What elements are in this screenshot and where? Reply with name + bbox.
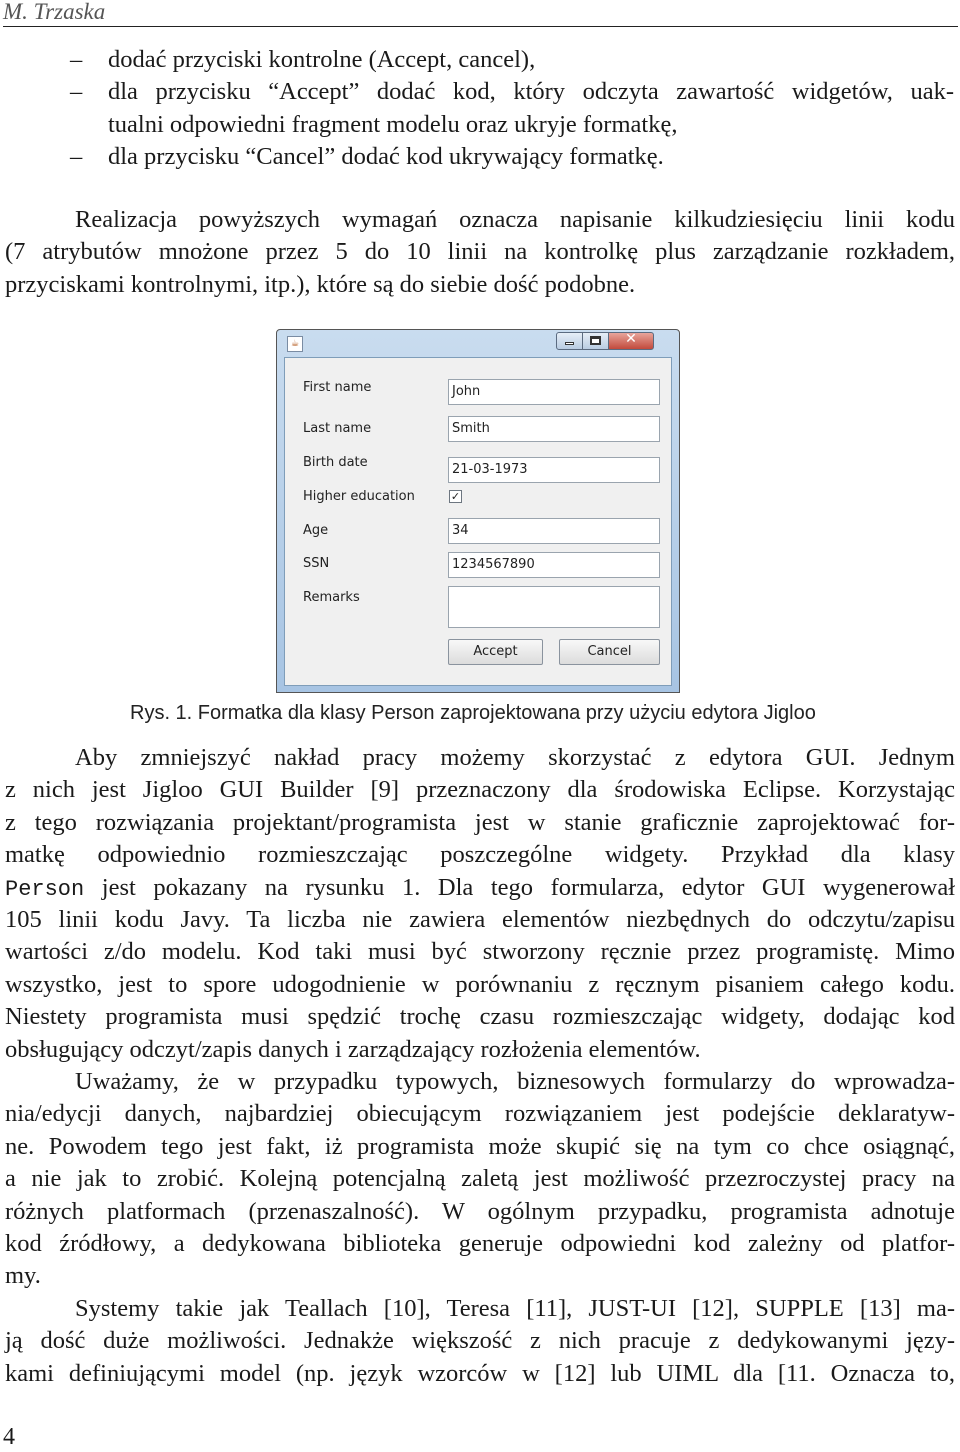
text-line: Realizacja powyższych wymagań oznacza napisanie kilkudziesięciu linii kodu: [75, 206, 955, 233]
remarks-field[interactable]: [448, 586, 660, 628]
close-button[interactable]: [608, 332, 654, 350]
label-higher-education: Higher education: [303, 489, 415, 504]
age-field[interactable]: 34: [448, 518, 660, 544]
higher-education-checkbox[interactable]: [449, 490, 462, 503]
form-panel: [284, 357, 672, 686]
list-item-text: dla przycisku “Accept” dodać kod, który odczyta zawartość widgetów, uak-: [108, 78, 954, 106]
text-line: różnych platformach (przenaszalność). W ogólnym przypadku, programista adnotuje: [5, 1197, 955, 1225]
checkmark-icon: ✓: [450, 490, 461, 503]
header-author: M. Trzaska: [3, 0, 106, 24]
text-line: z tego rozwiązania projektant/programista jest w stanie graficznie zaprojektować for-: [5, 808, 955, 836]
text-line: matkę odpowiednio rozmieszczając poszczególne widgety. Przykład dla klasy: [5, 841, 955, 869]
list-item: [0, 44, 955, 76]
minimize-button[interactable]: [556, 332, 583, 350]
last-name-field[interactable]: Smith: [448, 416, 660, 442]
ssn-field[interactable]: 1234567890: [448, 552, 660, 578]
dash-icon: –: [70, 46, 83, 73]
label-birth-date: Birth date: [303, 455, 368, 470]
java-app-icon: ☕: [287, 336, 303, 352]
text-line: przyciskami kontrolnymi, itp.), które są do siebie dość podobne.: [5, 270, 636, 298]
text-line: 105 linii kodu Javy. Ta liczba nie zawiera elementów niezbędnych do odczytu/zapisu: [5, 905, 955, 933]
text-line: z nich jest Jigloo GUI Builder [9] przeznaczony dla środowiska Eclipse. Korzystając: [5, 776, 955, 804]
list-item-text: dla przycisku “Cancel” dodać kod ukrywający formatkę.: [108, 143, 664, 171]
text-line: wszystko, jest to spore udogodnienie w porównaniu z ręcznym pisaniem całego kodu.: [5, 970, 955, 998]
text-line: Niestety programista musi spędzić trochę czasu rozmieszczając widgety, dodając kod: [5, 1003, 955, 1031]
dash-icon: –: [70, 143, 83, 171]
text-line: ne. Powodem tego jest fakt, iż programista może skupić się na tym co chce osiągnąć,: [5, 1132, 955, 1160]
birth-date-field[interactable]: 21-03-1973: [448, 457, 660, 483]
text-line-rest: jest pokazany na rysunku 1. Dla tego formularza, edytor GUI wygenerował: [84, 873, 955, 901]
list-item-text: dodać przyciski kontrolne (Accept, cancel),: [108, 46, 536, 73]
list-item: [0, 76, 955, 108]
text-line: Uważamy, że w przypadku typowych, biznesowych formularzy do wprowadza-: [75, 1068, 955, 1095]
text-line: my.: [5, 1262, 41, 1290]
text-line: (7 atrybutów mnożone przez 5 do 10 linii na kontrolkę plus zarządzanie rozkładem,: [5, 238, 955, 266]
label-ssn: SSN: [303, 556, 330, 571]
figure-caption: Rys. 1. Formatka dla klasy Person zaprojektowana przy użyciu edytora Jigloo: [130, 702, 816, 724]
label-first-name: First name: [303, 380, 372, 395]
first-name-field[interactable]: John: [448, 379, 660, 405]
paragraph-gui-editor: [5, 742, 955, 1066]
text-line: kami definiującymi model (np. język wzorców w [12] lub UIML dla [11. Oznacza to,: [5, 1359, 955, 1387]
label-age: Age: [303, 523, 329, 538]
page-header: [3, 0, 958, 27]
text-line: a nie jak to zrobić. Kolejną potencjalną zaletą jest możliwość przezroczystej pracy na: [5, 1165, 955, 1193]
text-line: wartości z/do modelu. Kod taki musi być stworzony ręcznie przez programistę. Mimo: [5, 938, 955, 966]
text-line: obsługujący odczyt/zapis danych i zarządzający rozłożenia elementów.: [5, 1035, 701, 1063]
text-line: nia/edycji danych, najbardziej obiecującym rozwiązaniem jest podejście deklaratyw-: [5, 1100, 955, 1128]
dash-icon: –: [70, 78, 83, 106]
paragraph-declarative: [5, 1066, 955, 1293]
list-item-continuation: [0, 109, 955, 141]
window-titlebar: [277, 330, 679, 356]
text-line: ją dość duże możliwości. Jednakże większość z nich pracuje z dedykowanymi języ-: [5, 1327, 955, 1355]
form-window: [276, 329, 680, 693]
accept-button[interactable]: Accept: [448, 639, 543, 665]
list-item: [0, 141, 955, 173]
bullet-list: [0, 44, 955, 174]
maximize-button[interactable]: [582, 332, 609, 350]
paragraph-requirements: [5, 204, 955, 301]
cancel-button[interactable]: Cancel: [559, 639, 660, 665]
text-line: [5, 872, 955, 904]
text-line: Aby zmniejszyć nakład pracy możemy skorzystać z edytora GUI. Jednym: [75, 744, 955, 771]
label-last-name: Last name: [303, 421, 372, 436]
paragraph-systems: [5, 1293, 955, 1390]
text-line: Systemy takie jak Teallach [10], Teresa [11], JUST-UI [12], SUPPLE [13] ma-: [75, 1295, 955, 1322]
code-class-name: Person: [5, 876, 85, 902]
label-remarks: Remarks: [303, 590, 360, 605]
page-number: 4: [3, 1424, 15, 1450]
list-item-text: tualni odpowiedni fragment modelu oraz ukryje formatkę,: [108, 110, 678, 138]
text-line: kod źródłowy, a dedykowana biblioteka generuje odpowiedni kod zależny od platfor-: [5, 1229, 955, 1257]
